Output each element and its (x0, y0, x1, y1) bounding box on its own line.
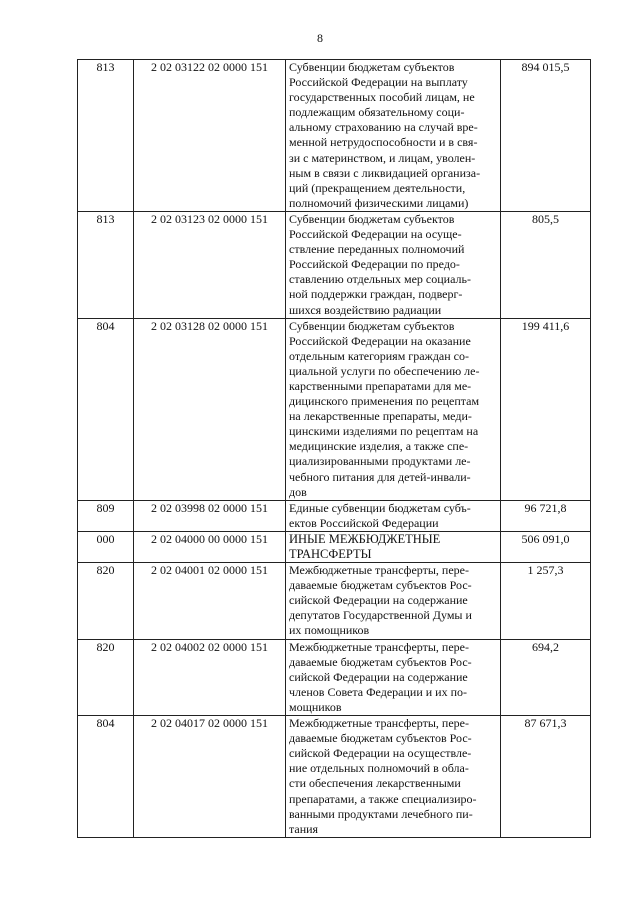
revenue-name-line: мощников (289, 699, 342, 714)
revenue-name-line: чебного питания для детей-инвали- (289, 469, 471, 484)
table-row (78, 318, 591, 500)
revenue-name-line: депутатов Государственной Думы и (289, 608, 472, 623)
revenue-name-line: даваемые бюджетам субъектов Рос- (289, 654, 472, 669)
admin-code-cell: 804 (78, 716, 134, 838)
revenue-name-line: полномочий физическими лицами) (289, 195, 469, 210)
revenue-name-line: Единые субвенции бюджетам субъ- (289, 500, 471, 515)
revenue-name-line: ванными продуктами лечебного пи- (289, 806, 473, 821)
revenue-name-line: Российской Федерации по предо- (289, 257, 460, 272)
revenue-name-line: альному страхованию на случай вре- (289, 120, 478, 135)
admin-code-cell: 820 (78, 639, 134, 715)
revenue-name-line: даваемые бюджетам субъектов Рос- (289, 731, 472, 746)
table-row (78, 500, 591, 531)
revenue-name-line: членов Совета Федерации и их по- (289, 684, 468, 699)
revenue-name-line: Субвенции бюджетам субъектов (289, 60, 455, 74)
revenue-name-line: шихся воздействию радиации (289, 302, 442, 317)
revenue-name-line: сийской Федерации на содержание (289, 669, 468, 684)
table-body (78, 60, 591, 838)
admin-code-cell: 813 (78, 211, 134, 318)
page-number: 8 (317, 31, 323, 45)
revenue-name-cell (286, 318, 501, 500)
budget-revenue-table (77, 59, 591, 838)
revenue-name-line: ектов Российской Федерации (289, 515, 439, 530)
revenue-name-line: ствление переданных полномочий (289, 242, 465, 257)
revenue-name-line: сти обеспечения лекарственными (289, 776, 461, 791)
revenue-name-line: ИНЫЕ МЕЖБЮДЖЕТНЫЕ (289, 531, 441, 546)
revenue-name-line: Российской Федерации на оказание (289, 333, 471, 348)
revenue-name-line: на лекарственные препараты, меди- (289, 409, 472, 424)
revenue-name-line: дов (289, 484, 307, 499)
budget-classification-code-cell: 2 02 03122 02 0000 151 (134, 60, 286, 212)
revenue-name-line: карственными препаратами для ме- (289, 378, 472, 393)
revenue-name-line: Российской Федерации на выплату (289, 75, 468, 90)
budget-classification-code-cell: 2 02 03998 02 0000 151 (134, 500, 286, 531)
revenue-name-line: их помощников (289, 623, 370, 638)
admin-code-cell: 804 (78, 318, 134, 500)
revenue-name-line: Межбюджетные трансферты, пере- (289, 716, 469, 731)
revenue-name-line: дицинского применения по рецептам (289, 394, 480, 409)
revenue-name-cell (286, 639, 501, 715)
revenue-name-cell (286, 563, 501, 639)
budget-classification-code-cell: 2 02 04000 00 0000 151 (134, 531, 286, 562)
admin-code-cell: 809 (78, 500, 134, 531)
admin-code-cell: 000 (78, 531, 134, 562)
revenue-name-line: менной нетрудоспособности и в свя- (289, 135, 478, 150)
table-row (78, 716, 591, 838)
revenue-name-line: ций (прекращением деятельности, (289, 180, 466, 195)
revenue-name-line: Российской Федерации на осуще- (289, 227, 462, 242)
revenue-name-line: сийской Федерации на содержание (289, 593, 468, 608)
amount-cell: 694,2 (501, 639, 591, 715)
table-row (78, 639, 591, 715)
amount-cell: 506 091,0 (501, 531, 591, 562)
amount-cell: 1 257,3 (501, 563, 591, 639)
revenue-name-line: Субвенции бюджетам субъектов (289, 318, 455, 333)
revenue-name-line: тания (289, 821, 319, 836)
table-row (78, 531, 591, 562)
revenue-name-line: Межбюджетные трансферты, пере- (289, 563, 469, 578)
table-row (78, 60, 591, 212)
budget-classification-code-cell: 2 02 04017 02 0000 151 (134, 716, 286, 838)
revenue-name-line: даваемые бюджетам субъектов Рос- (289, 578, 472, 593)
revenue-name-line: зи с материнством, и лицам, уволен- (289, 150, 476, 165)
revenue-name-line: ным в связи с ликвидацией организа- (289, 165, 481, 180)
table-row (78, 211, 591, 318)
revenue-name-line: сийской Федерации на осуществле- (289, 746, 472, 761)
amount-cell: 199 411,6 (501, 318, 591, 500)
revenue-name-line: Межбюджетные трансферты, пере- (289, 639, 469, 654)
revenue-name-line: ТРАНСФЕРТЫ (289, 547, 372, 561)
revenue-name-line: медицинские изделия, а также спе- (289, 439, 469, 454)
budget-classification-code-cell: 2 02 04002 02 0000 151 (134, 639, 286, 715)
revenue-name-cell (286, 211, 501, 318)
budget-classification-code-cell: 2 02 03123 02 0000 151 (134, 211, 286, 318)
budget-classification-code-cell: 2 02 03128 02 0000 151 (134, 318, 286, 500)
amount-cell: 894 015,5 (501, 60, 591, 212)
revenue-name-cell (286, 716, 501, 838)
revenue-name-line: циальной услуги по обеспечению ле- (289, 363, 480, 378)
revenue-name-line: циализированными продуктами ле- (289, 454, 471, 469)
revenue-name-cell (286, 60, 501, 212)
revenue-name-line: цинскими изделиями по рецептам на (289, 424, 479, 439)
revenue-name-line: отдельным категориям граждан со- (289, 348, 470, 363)
revenue-name-line: подлежащим обязательному соци- (289, 105, 465, 120)
revenue-name-line: препаратами, а также специализиро- (289, 791, 477, 806)
revenue-name-cell (286, 531, 501, 562)
revenue-name-line: Субвенции бюджетам субъектов (289, 211, 455, 226)
revenue-name-line: ние отдельных полномочий в обла- (289, 761, 469, 776)
revenue-name-line: государственных пособий лицам, не (289, 90, 475, 105)
admin-code-cell: 820 (78, 563, 134, 639)
budget-classification-code-cell: 2 02 04001 02 0000 151 (134, 563, 286, 639)
revenue-name-line: ставлению отдельных мер социаль- (289, 272, 471, 287)
table-row (78, 563, 591, 639)
revenue-name-cell (286, 500, 501, 531)
amount-cell: 96 721,8 (501, 500, 591, 531)
revenue-name-line: ной поддержки граждан, подверг- (289, 287, 463, 302)
admin-code-cell: 813 (78, 60, 134, 212)
amount-cell: 805,5 (501, 211, 591, 318)
amount-cell: 87 671,3 (501, 716, 591, 838)
